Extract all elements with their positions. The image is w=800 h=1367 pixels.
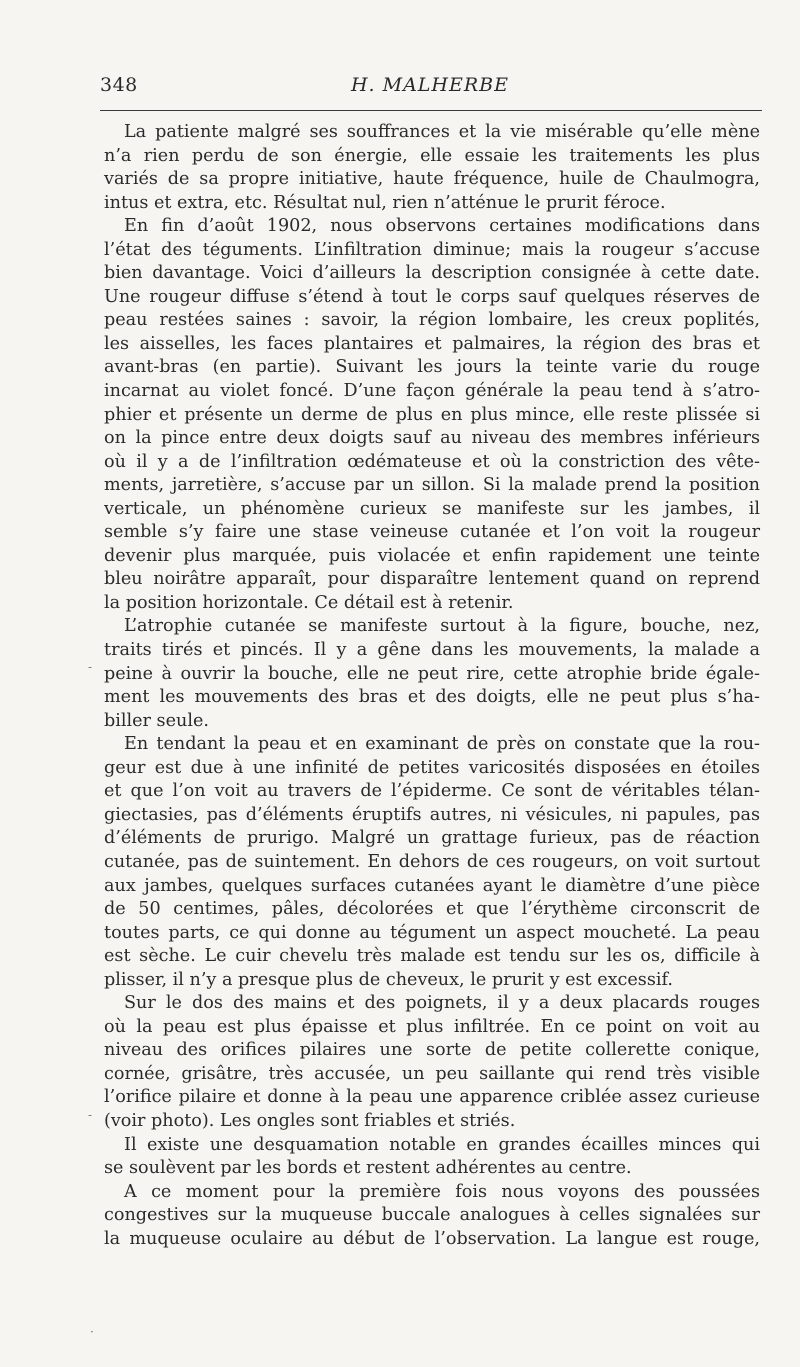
text-line: l’orifice pilaire et donne à la peau une apparence criblée assez curieuse bbox=[104, 1087, 760, 1108]
text-line: (voir photo). Les ongles sont friables et striés. bbox=[104, 1110, 516, 1131]
text-line: n’a rien perdu de son énergie, elle essaie les traitements les plus bbox=[104, 145, 760, 166]
text-line: geur est due à une infinité de petites varicosités disposées en étoiles bbox=[104, 757, 760, 778]
body-text bbox=[104, 121, 760, 1251]
text-line: aux jambes, quelques surfaces cutanées ayant le diamètre d’une pièce bbox=[104, 875, 760, 896]
text-line: La patiente malgré ses souffrances et la vie misérable qu’elle mène bbox=[124, 122, 760, 142]
text-line: on la pince entre deux doigts sauf au niveau des membres inférieurs bbox=[104, 428, 760, 449]
text-line: phier et présente un derme de plus en plus mince, elle reste plissée si bbox=[104, 404, 760, 425]
text-line: semble s’y faire une stase veineuse cutanée et l’on voit la rougeur bbox=[104, 522, 760, 543]
text-line: L’atrophie cutanée se manifeste surtout à la figure, bouche, nez, bbox=[124, 616, 760, 637]
text-line: où il y a de l’infiltration œdémateuse et où la constriction des vête- bbox=[104, 451, 760, 472]
text-line: intus et extra, etc. Résultat nul, rien n’atténue le prurit féroce. bbox=[104, 192, 666, 213]
text-line: devenir plus marquée, puis violacée et enfin rapidement une teinte bbox=[104, 545, 760, 566]
text-line: A ce moment pour la première fois nous voyons des poussées bbox=[124, 1181, 760, 1202]
text-line: la muqueuse oculaire au début de l’observation. La langue est rouge, bbox=[104, 1228, 760, 1249]
text-line: congestives sur la muqueuse buccale analogues à celles signalées sur bbox=[104, 1205, 760, 1226]
text-line: Sur le dos des mains et des poignets, il y a deux placards rouges bbox=[124, 993, 760, 1014]
text-line: ment les mouvements des bras et des doigts, elle ne peut plus s’ha- bbox=[104, 687, 760, 708]
text-line: d’éléments de prurigo. Malgré un grattage furieux, pas de réaction bbox=[104, 828, 760, 849]
page-number: 348 bbox=[100, 74, 138, 96]
text-line: variés de sa propre initiative, haute fréquence, huile de Chaulmogra, bbox=[104, 169, 760, 190]
text-line: peine à ouvrir la bouche, elle ne peut rire, cette atrophie bride égale- bbox=[104, 663, 760, 684]
text-line: bien davantage. Voici d’ailleurs la description consignée à cette date. bbox=[104, 263, 760, 284]
page-header bbox=[100, 74, 760, 100]
text-line: incarnat au violet foncé. D’une façon générale la peau tend à s’atro- bbox=[104, 381, 760, 402]
text-line: où la peau est plus épaisse et plus infiltrée. En ce point on voit au bbox=[104, 1016, 760, 1037]
margin-dash: - bbox=[88, 1108, 93, 1122]
text-line: peau restées saines : savoir, la région lombaire, les creux poplités, bbox=[104, 310, 760, 331]
header-rule bbox=[100, 110, 762, 111]
text-line: cornée, grisâtre, très accusée, un peu saillante qui rend très visible bbox=[104, 1063, 760, 1084]
text-line: biller seule. bbox=[104, 710, 209, 731]
text-line: les aisselles, les faces plantaires et palmaires, la région des bras et bbox=[104, 333, 760, 354]
margin-dot: · bbox=[90, 1325, 94, 1339]
text-line: ments, jarretière, s’accuse par un sillon. Si la malade prend la position bbox=[104, 475, 760, 496]
text-line: avant-bras (en partie). Suivant les jours la teinte varie du rouge bbox=[104, 357, 760, 378]
text-line: En tendant la peau et en examinant de près on constate que la rou- bbox=[124, 734, 760, 755]
text-line: plisser, il n’y a presque plus de cheveux, le prurit y est excessif. bbox=[104, 969, 673, 990]
text-line: verticale, un phénomène curieux se manifeste sur les jambes, il bbox=[104, 498, 760, 519]
text-line: niveau des orifices pilaires une sorte de petite collerette conique, bbox=[104, 1040, 760, 1061]
text-line: est sèche. Le cuir chevelu très malade est tendu sur les os, difficile à bbox=[104, 946, 760, 967]
text-line: se soulèvent par les bords et restent adhérentes au centre. bbox=[104, 1158, 632, 1179]
text-line: cutanée, pas de suintement. En dehors de ces rougeurs, on voit surtout bbox=[104, 851, 760, 872]
text-line: Une rougeur diffuse s’étend à tout le corps sauf quelques réserves de bbox=[104, 286, 760, 307]
text-line: l’état des téguments. L’infiltration diminue; mais la rougeur s’accuse bbox=[104, 239, 760, 260]
text-line: Il existe une desquamation notable en grandes écailles minces qui bbox=[124, 1134, 760, 1155]
text-line: la position horizontale. Ce détail est à retenir. bbox=[104, 592, 514, 613]
margin-dash: - bbox=[88, 660, 93, 674]
text-line: En fin d’août 1902, nous observons certaines modifications dans bbox=[124, 216, 760, 237]
text-line: bleu noirâtre apparaît, pour disparaître lentement quand on reprend bbox=[104, 569, 760, 590]
text-line: de 50 centimes, pâles, décolorées et que l’érythème circonscrit de bbox=[104, 899, 760, 920]
text-line: toutes parts, ce qui donne au tégument un aspect moucheté. La peau bbox=[104, 922, 760, 943]
text-line: traits tirés et pincés. Il y a gêne dans les mouvements, la malade a bbox=[104, 640, 760, 661]
text-line: et que l’on voit au travers de l’épiderme. Ce sont de véritables télan- bbox=[104, 781, 760, 802]
running-head: H. MALHERBE bbox=[350, 74, 510, 96]
text-line: giectasies, pas d’éléments éruptifs autres, ni vésicules, ni papules, pas bbox=[104, 804, 760, 825]
